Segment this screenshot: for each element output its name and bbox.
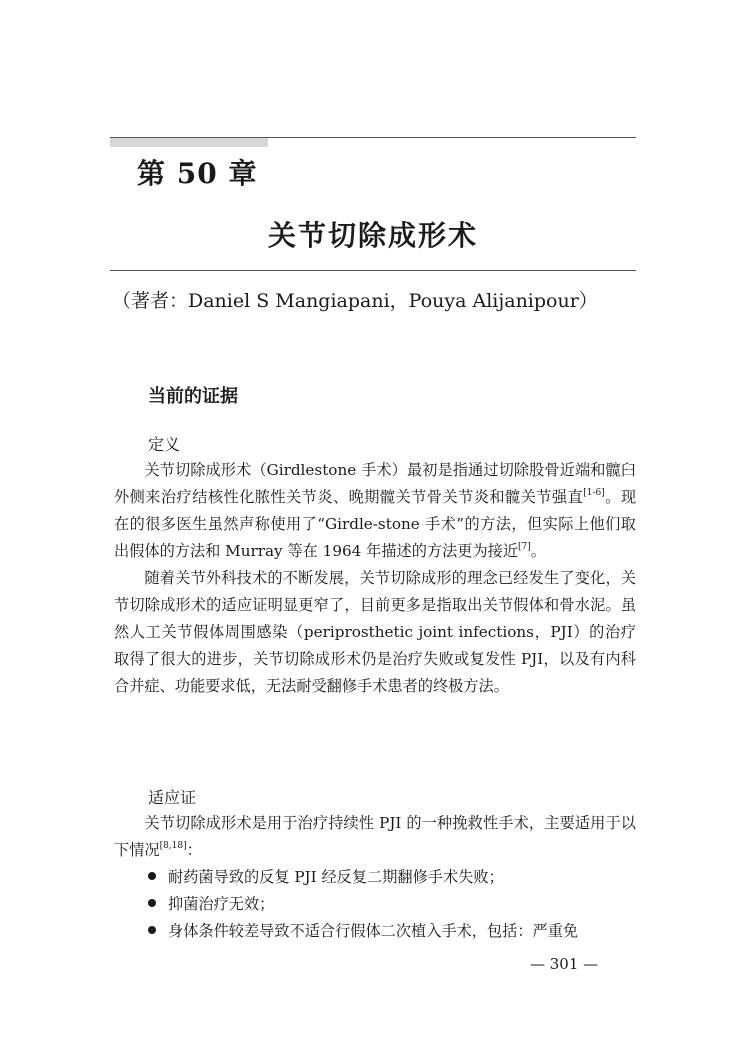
definition-body [114,457,636,700]
bullet-icon [148,872,156,880]
citation-ref: [7] [518,542,531,552]
chapter-number: 第 50 章 [137,157,258,190]
page-number: — 301 — [530,955,599,973]
list-item: 身体条件较差导致不适合行假体二次植入手术，包括：严重免 [148,918,638,945]
definition-paragraph-2: 随着关节外科技术的不断发展，关节切除成形的理念已经发生了变化，关节切除成形术的适应证明显更窄了，目前更多是指取出关节假体和骨水泥。虽然人工关节假体周围感染（periprosthetic joint infections，PJI）的治疗取得了很大的进步，关节切除成形术仍是治疗失败或复发性 PJI，以及有内科合并症、功能要求低，无法耐受翻修手术患者的终极方法。 [114,569,636,695]
authors-line: （著者：Daniel S Mangiapani，Pouya Alijanipour） [112,290,598,312]
top-rule [110,137,636,138]
definition-heading: 定义 [148,435,181,454]
citation-ref: [1-6] [583,488,605,498]
indications-heading: 适应证 [148,788,197,807]
chapter-title: 关节切除成形术 [267,219,478,252]
indications-list [148,864,638,945]
list-item: 抑菌治疗无效； [148,891,638,918]
citation-ref: [8,18] [159,841,187,851]
title-rule [110,270,636,271]
indications-intro: 关节切除成形术是用于治疗持续性 PJI 的一种挽救性手术，主要适用于以下情况[8,18]： [114,814,636,859]
bullet-icon [148,926,156,934]
bullet-icon [148,899,156,907]
definition-paragraph-1: 关节切除成形术（Girdlestone 手术）最初是指通过切除股骨近端和髋臼外侧来治疗结核性化脓性关节炎、晚期髋关节骨关节炎和髋关节强直[1-6]。现在的很多医生虽然声称使用了“Girdle-stone 手术”的方法，但实际上他们取出假体的方法和 Murray 等在 1964 年描述的方法更为接近[7]。 [114,461,637,560]
section-heading: 当前的证据 [148,386,238,407]
chapter-header-bar [110,138,268,147]
list-item: 耐药菌导致的反复 PJI 经反复二期翻修手术失败； [148,864,638,891]
